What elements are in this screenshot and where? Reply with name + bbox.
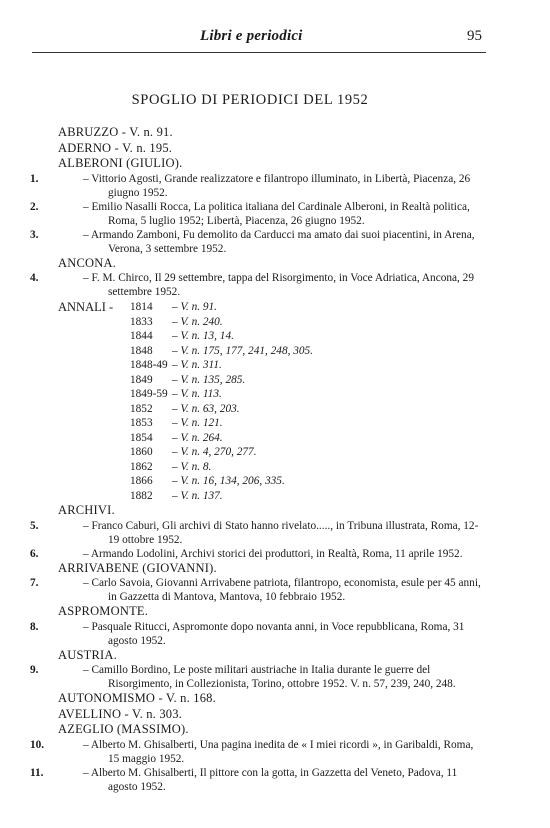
entry-number: 8. — [30, 620, 39, 633]
section-title: SPOGLIO DI PERIODICI DEL 1952 — [131, 92, 369, 108]
bibliography-entry — [0, 547, 550, 561]
bibliography-entry — [0, 766, 550, 794]
annali-row — [0, 329, 550, 344]
annali-row — [0, 344, 550, 359]
entry-text: – Franco Caburi, Gli archivi di Stato hanno rivelato....., in Tribuna illustrata, Roma, 12-19 ottobre 1952. — [83, 519, 479, 546]
topic-heading: ASPROMONTE. — [58, 604, 149, 618]
bibliography-entry — [0, 228, 550, 256]
annali-row — [0, 315, 550, 330]
annali-year: 1849 — [130, 373, 153, 386]
annali-ref: – V. n. 137. — [172, 489, 223, 502]
topic-heading: AUTONOMISMO - V. n. 168. — [58, 691, 216, 705]
annali-year: 1833 — [130, 315, 153, 328]
page-number: 95 — [467, 28, 482, 44]
annali-row — [0, 474, 550, 489]
entry-text: – Alberto M. Ghisalberti, Una pagina inedita de « I miei ricordi », in Garibaldi, Roma, 15 maggio 1952. — [83, 738, 474, 765]
annali-year: 1854 — [130, 431, 153, 444]
page-header — [0, 28, 550, 48]
running-title: Libri e periodici — [200, 28, 303, 44]
entry-text: – Armando Zamboni, Fu demolito da Carducci ma amato dai suoi piacentini, in Arena, Verona, 3 settembre 1952. — [83, 228, 475, 255]
annali-ref: – V. n. 63, 203. — [172, 402, 240, 415]
bibliography-entry — [0, 200, 550, 228]
bibliography-entry — [0, 576, 550, 604]
annali-ref: – V. n. 91. — [172, 301, 217, 313]
topic-heading: AVELLINO - V. n. 303. — [58, 706, 182, 721]
annali-ref: – V. n. 311. — [172, 359, 222, 371]
annali-row — [0, 373, 550, 388]
annali-year: 1860 — [130, 446, 153, 458]
annali-ref: – V. n. 4, 270, 277. — [172, 446, 257, 458]
annali-row — [0, 431, 550, 446]
topic-heading: ABRUZZO - V. n. 91. — [58, 125, 173, 139]
annali-ref: – V. n. 113. — [172, 388, 222, 400]
topic-heading: ARCHIVI. — [58, 503, 115, 517]
topic-heading: ADERNO - V. n. 195. — [58, 140, 173, 155]
topic-heading: ANCONA. — [58, 255, 116, 270]
annali-year: 1866 — [130, 475, 153, 487]
entry-text: – F. M. Chirco, Il 29 settembre, tappa del Risorgimento, in Voce Adriatica, Ancona, 29 settembre 1952. — [83, 272, 474, 298]
entry-number: 4. — [30, 272, 39, 284]
annali-row — [0, 387, 550, 402]
annali-year: 1844 — [130, 330, 153, 342]
header-rule — [32, 52, 486, 53]
entry-text: – Vittorio Agosti, Grande realizzatore e filantropo illuminato, in Libertà, Piacenza, 26 giugno 1952. — [83, 172, 471, 199]
topic-heading: AUSTRIA. — [58, 647, 117, 662]
bibliography-entry — [0, 738, 550, 766]
annali-year: 1862 — [130, 460, 153, 473]
annali-ref: – V. n. 121. — [172, 417, 223, 429]
annali-year: 1814 — [130, 301, 153, 313]
annali-row — [0, 489, 550, 504]
entry-text: – Camillo Bordino, Le poste militari austriache in Italia durante le guerre del Risorgimento, in Collezionista, Torino, ottobre 1952. V. n. 57, 239, 240, 248. — [83, 664, 456, 690]
entry-text: – Armando Lodolini, Archivi storici dei produttori, in Realtà, Roma, 11 aprile 1952. — [83, 547, 463, 560]
topic-heading: ARRIVABENE (GIOVANNI). — [58, 560, 217, 575]
entry-number: 3. — [30, 228, 39, 241]
entry-text: – Pasquale Ritucci, Aspromonte dopo novanta anni, in Voce repubblicana, Roma, 31 agosto 1952. — [83, 620, 465, 647]
annali-year: 1852 — [130, 402, 153, 415]
topic-heading: ALBERONI (GIULIO). — [58, 156, 183, 170]
annali-year: 1849-59 — [130, 388, 168, 400]
annali-ref: – V. n. 8. — [172, 460, 212, 473]
bibliography-entry — [0, 172, 550, 200]
bibliography-list — [0, 125, 550, 794]
annali-row — [0, 460, 550, 475]
entry-number: 11. — [30, 766, 44, 779]
annali-row — [0, 300, 550, 315]
topic-heading: AZEGLIO (MASSIMO). — [58, 722, 189, 736]
entry-number: 2. — [30, 200, 39, 213]
bibliography-entry — [0, 663, 550, 691]
annali-year: 1848-49 — [130, 359, 168, 371]
annali-table — [0, 300, 550, 503]
annali-ref: – V. n. 16, 134, 206, 335. — [172, 475, 285, 487]
entry-text: – Carlo Savoia, Giovanni Arrivabene patriota, filantropo, economista, esule per 45 anni, in Gazzetta di Mantova, Mantova, 10 febbraio 1952. — [83, 577, 481, 603]
annali-ref: – V. n. 264. — [172, 431, 223, 444]
entry-number: 9. — [30, 664, 39, 676]
annali-ref: – V. n. 13, 14. — [172, 330, 234, 342]
annali-year: 1882 — [130, 489, 153, 502]
annali-ref: – V. n. 240. — [172, 315, 223, 328]
annali-year: 1848 — [130, 344, 153, 357]
bibliography-entry — [0, 271, 550, 299]
annali-row — [0, 402, 550, 417]
annali-row — [0, 416, 550, 431]
annali-ref: – V. n. 175, 177, 241, 248, 305. — [172, 344, 314, 357]
entry-number: 7. — [30, 577, 39, 589]
bibliography-entry — [0, 519, 550, 547]
annali-ref: – V. n. 135, 285. — [172, 373, 246, 386]
entry-number: 10. — [30, 738, 45, 751]
entry-number: 1. — [30, 172, 39, 185]
annali-row — [0, 445, 550, 460]
annali-label: ANNALI - — [58, 300, 114, 314]
entry-text: – Alberto M. Ghisalberti, Il pittore con la gotta, in Gazzetta del Veneto, Padova, 11 agosto 1952. — [83, 766, 458, 793]
entry-number: 5. — [30, 519, 39, 532]
entry-number: 6. — [30, 547, 39, 560]
annali-row — [0, 358, 550, 373]
bibliography-entry — [0, 620, 550, 648]
annali-year: 1853 — [130, 417, 153, 429]
entry-text: – Emilio Nasalli Rocca, La politica italiana del Cardinale Alberoni, in Realtà politica, Roma, 5 luglio 1952; Libertà, Piacenza, 26 giugno 1952. — [83, 200, 470, 227]
